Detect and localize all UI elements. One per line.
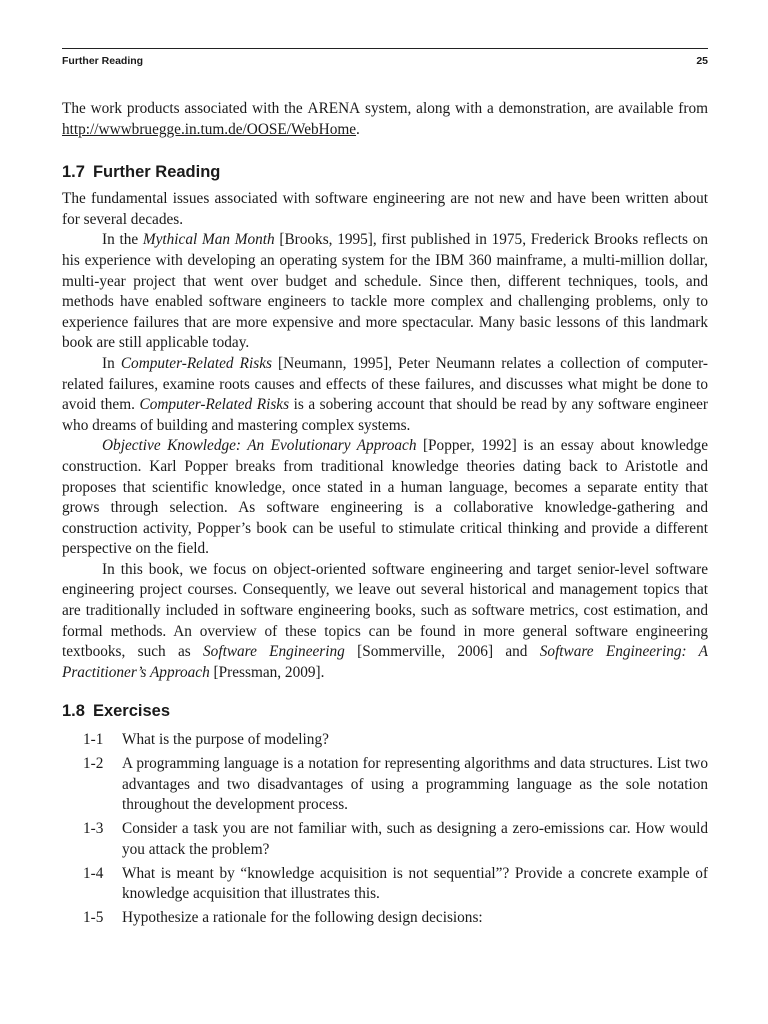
exercise-text: Hypothesize a rationale for the following design decisions:: [122, 908, 483, 926]
book-title: Objective Knowledge: An Evolutionary Approach: [102, 437, 417, 455]
exercise-item: [62, 730, 708, 751]
paragraph-fundamental-issues: The fundamental issues associated with software engineering are not new and have been written about for several decades.: [62, 190, 708, 228]
paragraph-mythical-man-month: In the Mythical Man Month [Brooks, 1995], first published in 1975, Frederick Brooks reflects on his experience with developing an operating system for the IBM 360 mainframe, a multi-million dollar, multi-year project that went over budget and schedule. Since then, different techniques, tools, and methods have enabled software engineers to tackle more complex and challenging problems, only to experience failures that are more expensive and more spectacular. Many basic lessons of this landmark book are still applicable today.: [62, 231, 708, 352]
exercise-number: 1-1: [83, 731, 104, 749]
exercise-number: 1-2: [83, 755, 104, 773]
paragraph-objective-knowledge: Objective Knowledge: An Evolutionary Approach [Popper, 1992] is an essay about knowledge construction. Karl Popper breaks from traditional knowledge theories dating back to Aristotle and proposes that scientific knowledge, once stated in a human language, becomes a separate entity that grows through selection. As software engineering is a collaborative knowledge-gathering and construction activity, Popper’s book can be useful to stimulate critical thinking and provide a different perspective on the field.: [62, 437, 708, 558]
exercise-text: What is the purpose of modeling?: [122, 731, 329, 749]
exercise-number: 1-5: [83, 908, 104, 926]
book-title: Computer-Related Risks: [120, 354, 272, 372]
exercise-list: [62, 730, 708, 928]
page-content: [62, 99, 708, 932]
book-title: Software Engineering: A Practitioner’s Approach: [62, 643, 708, 681]
exercise-text: A programming language is a notation for representing algorithms and data structures. List two advantages and two disadvantages of using a programming language as the sole notation throughout the development process.: [122, 755, 708, 814]
book-title: Software Engineering: [203, 643, 345, 661]
exercise-number: 1-4: [83, 864, 104, 882]
system-name: ARENA: [307, 100, 361, 117]
running-header: [62, 48, 708, 67]
exercise-item: [62, 908, 708, 929]
book-title: Mythical Man Month: [142, 231, 275, 249]
exercise-text: Consider a task you are not familiar with, such as designing a zero-emissions car. How would you attack the problem?: [122, 820, 708, 858]
exercise-item: [62, 864, 708, 905]
exercise-item: [62, 754, 708, 816]
webhome-link[interactable]: http://wwwbruegge.in.tum.de/OOSE/WebHome: [62, 120, 357, 138]
running-title: Further Reading: [62, 55, 144, 67]
paragraph-computer-related-risks: In Computer-Related Risks [Neumann, 1995], Peter Neumann relates a collection of computer-related failures, examine roots causes and effects of these failures, and discusses what might be done to avoid them. Computer-Related Risks is a sobering account that should be read by any software engineer who dreams of building and mastering complex systems.: [62, 354, 709, 434]
section-heading-further-reading: 1.7 Further Reading: [62, 163, 221, 182]
exercise-item: [62, 819, 708, 860]
exercise-number: 1-3: [83, 820, 104, 838]
paragraph-this-book: In this book, we focus on object-oriented software engineering and target senior-level software engineering project courses. Consequently, we leave out several historical and management topics that are traditionally included in software engineering books, such as software metrics, cost estimation, and formal methods. An overview of these topics can be found in more general software engineering textbooks, such as Software Engineering [Sommerville, 2006] and Software Engineering: A Practitioner’s Approach [Pressman, 2009].: [62, 560, 708, 681]
exercise-text: What is meant by “knowledge acquisition is not sequential”? Provide a concrete example of knowledge acquisition that illustrates this.: [122, 864, 708, 903]
page-number: 25: [696, 55, 708, 67]
intro-paragraph: The work products associated with the ARENA system, along with a demonstration, are available from http://wwwbruegge.in.tum.de/OOSE/WebHome.: [62, 100, 708, 138]
section-heading-exercises: 1.8 Exercises: [62, 702, 171, 721]
book-title: Computer-Related Risks: [139, 396, 290, 414]
